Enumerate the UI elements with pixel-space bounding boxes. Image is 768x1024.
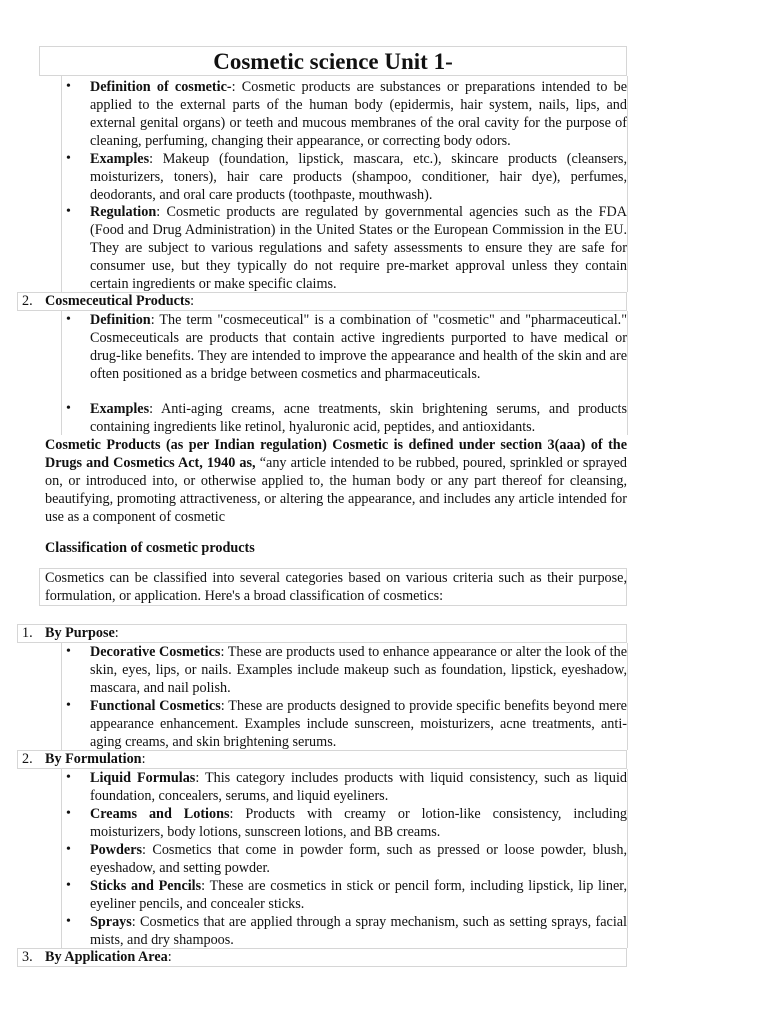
list-item: [90, 311, 627, 383]
numbered-item-by-purpose: [17, 624, 627, 643]
list-item: [90, 150, 627, 204]
list-item: [90, 400, 627, 436]
item-heading: By Formulation: [45, 751, 142, 767]
bullet-heading: Decorative Cosmetics: [90, 644, 221, 660]
bullet-heading: Sprays: [90, 914, 132, 930]
item-colon: :: [190, 293, 195, 309]
bullet-heading: Powders: [90, 842, 143, 858]
bullet-text: : Makeup (foundation, lipstick, mascara, etc.), skincare products (cleansers, moisturizers, toners), hair care products (shampoo, conditioner, hair dye), perfumes, deodorants, and oral care products (toothpaste, mouthwash).: [90, 151, 627, 203]
bullet-heading: Liquid Formulas: [90, 770, 196, 786]
bullet-text: : These are products used to enhance appearance or alter the look of the skin, eyes, lips, or nails. Examples include makeup such as foundation, lipstick, eyeshadow, mascara, and nail polish.: [90, 644, 628, 696]
bullet-heading: Definition: [90, 312, 151, 328]
numbered-item-cosmeceutical: [17, 292, 627, 311]
bullet-text: : Products with creamy or lotion-like consistency, including moisturizers, body lotions, sunscreen lotions, and BB creams.: [90, 806, 628, 840]
paragraph-bold: Cosmetic Products (as per Indian regulation) Cosmetic is defined under section 3(aaa) of the Drugs and Cosmetics Act, 1940 as,: [45, 437, 627, 471]
bullet-heading: Creams and Lotions: [90, 806, 230, 822]
item-heading: By Application Area: [45, 949, 168, 965]
bullet-text: : Cosmetics that come in powder form, such as pressed or loose powder, blush, eyeshadow, and setting powder.: [90, 842, 627, 876]
bullet-text: : These are products designed to provide specific benefits beyond mere appearance enhancement. Examples include sunscreen, moisturizers, acne treatments, anti-aging creams, and skin brightening serums.: [90, 698, 627, 750]
list-item: [90, 643, 627, 697]
bullet-heading: Sticks and Pencils: [90, 878, 202, 894]
list-item: [90, 913, 627, 949]
bullet-text: : Cosmetics that are applied through a spray mechanism, such as setting sprays, facial mists, and dry shampoos.: [90, 914, 627, 948]
item-number: 1.: [22, 625, 33, 641]
paragraph-text: “any article intended to be rubbed, poured, sprinkled or sprayed on, or introduced into, or otherwise applied to, the human body or any part thereof for cleansing, beautifying, promoting attractiveness, or altering the appearance, and includes any article intended for use as a component of cosmetic: [45, 455, 627, 525]
numbered-item-by-formulation: [17, 750, 627, 769]
list-item: [90, 203, 627, 293]
item-colon: :: [167, 949, 172, 965]
page-title: Cosmetic science Unit 1-: [39, 46, 627, 76]
item-colon: :: [114, 625, 119, 641]
list-item: [90, 697, 627, 751]
classification-heading: Classification of cosmetic products: [45, 540, 255, 556]
bullet-text: : Cosmetic products are substances or preparations intended to be applied to the external parts of the human body (epidermis, hair system, nails, lips, and external genital organs) or teeth and mucous membranes of the oral cavity for the purpose of cleaning, perfuming, changing their appearance, or correcting body odors.: [90, 79, 627, 149]
bullet-text: : Anti-aging creams, acne treatments, skin brightening serums, and products containing ingredients like retinol, hyaluronic acid, peptides, and antioxidants.: [90, 401, 627, 435]
bullet-text: : These are cosmetics in stick or pencil form, including lipstick, lip liner, eyeliner pencils, and concealer sticks.: [90, 878, 627, 912]
item-heading: By Purpose: [45, 625, 115, 641]
bullet-heading: Examples: [90, 151, 150, 167]
list-item: [90, 769, 627, 805]
bullet-heading: Functional Cosmetics: [90, 698, 221, 714]
indian-regulation-paragraph: [45, 436, 627, 526]
numbered-item-by-application: [17, 948, 627, 967]
list-item: [90, 877, 627, 913]
bullet-text: : Cosmetic products are regulated by governmental agencies such as the FDA (Food and Drug Administration) in the United States or the European Commission in the EU. They are subject to various regulations and safety assessments to ensure they are safe for consumer use, but they typically do not require pre-market approval unless they contain certain ingredients or make specific claims.: [90, 204, 627, 292]
bullet-text: : The term "cosmeceutical" is a combination of "cosmetic" and "pharmaceutical." Cosmeceuticals are products that contain active ingredients purported to have medical or drug-like benefits. They are intended to improve the appearance and health of the skin and are often positioned as a bridge between cosmetics and pharmaceuticals.: [90, 312, 627, 382]
item-heading: Cosmeceutical Products: [45, 293, 191, 309]
bullet-heading: Examples: [90, 401, 150, 417]
bullet-heading: Regulation: [90, 204, 157, 220]
item-number: 2.: [22, 293, 33, 309]
classification-intro: Cosmetics can be classified into several categories based on various criteria such as their purpose, formulation, or application. Here's a broad classification of cosmetics:: [45, 570, 627, 604]
list-item: [90, 805, 627, 841]
item-number: 3.: [22, 949, 33, 965]
bullet-text: : This category includes products with liquid consistency, such as liquid foundation, concealers, serums, and liquid eyeliners.: [90, 770, 627, 804]
item-number: 2.: [22, 751, 33, 767]
section-heading: [45, 539, 627, 557]
list-item: [90, 841, 627, 877]
list-item: [90, 78, 627, 150]
bullet-heading: Definition of cosmetic-: [90, 79, 232, 95]
item-colon: :: [141, 751, 146, 767]
